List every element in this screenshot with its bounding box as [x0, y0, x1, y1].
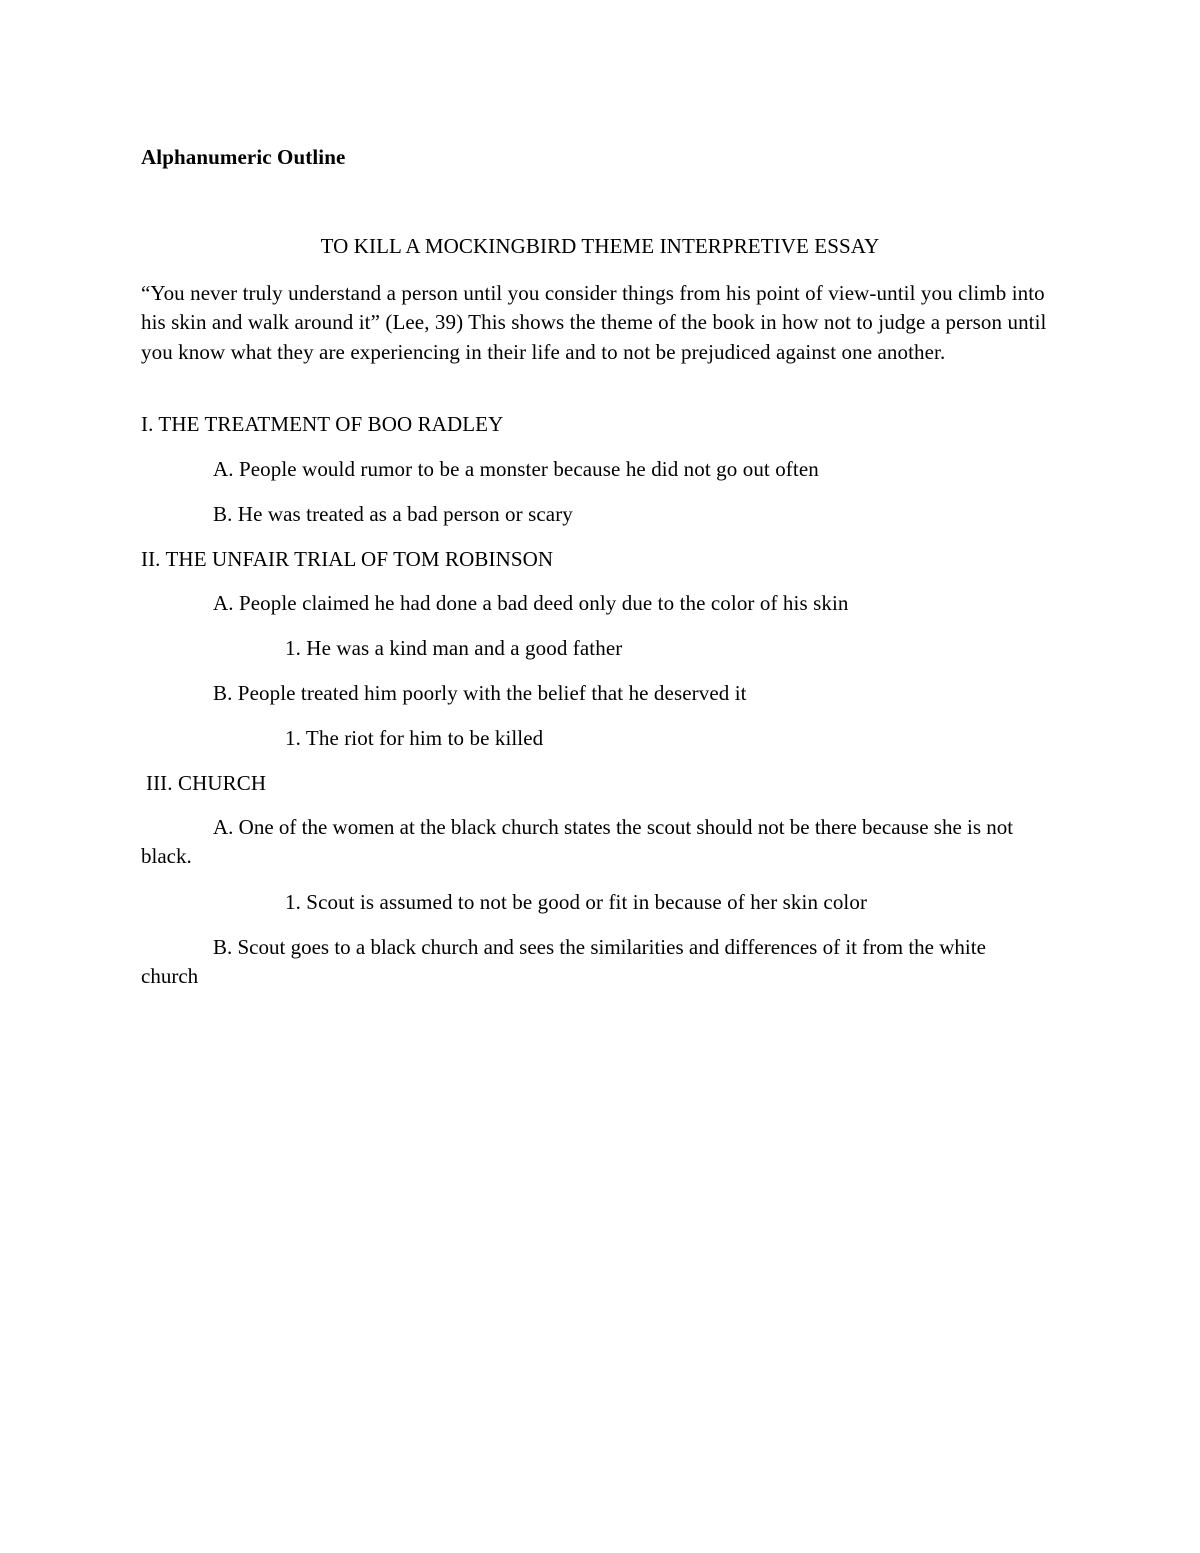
outline-subitem: 1. The riot for him to be killed [285, 726, 544, 750]
section-heading: II. THE UNFAIR TRIAL OF TOM ROBINSON [141, 547, 554, 571]
essay-title: TO KILL A MOCKINGBIRD THEME INTERPRETIVE ESSAY [320, 234, 880, 258]
outline-subitem: 1. Scout is assumed to not be good or fit in because of her skin color [285, 890, 868, 914]
outline-item: A. People claimed he had done a bad deed only due to the color of his skin [213, 591, 849, 615]
document-heading: Alphanumeric Outline [141, 145, 346, 169]
outline-item: A. One of the women at the black church states the scout should not be there because she is not black. [141, 815, 1014, 869]
outline-item: B. He was treated as a bad person or scary [213, 502, 573, 526]
intro-paragraph: “You never truly understand a person until you consider things from his point of view-until you climb into his skin and walk around it” (Lee, 39) This shows the theme of the book in how not to judge a person until you know what they are experiencing in their life and to not be prejudiced against one another. [141, 281, 1047, 364]
section-heading: I. THE TREATMENT OF BOO RADLEY [141, 412, 504, 436]
outline-item: B. People treated him poorly with the belief that he deserved it [213, 681, 747, 705]
outline-item: B. Scout goes to a black church and sees the similarities and differences of it from the white church [141, 935, 986, 989]
outline-item: A. People would rumor to be a monster because he did not go out often [213, 457, 819, 481]
outline-subitem: 1. He was a kind man and a good father [285, 636, 623, 660]
section-heading: III. CHURCH [146, 771, 267, 795]
